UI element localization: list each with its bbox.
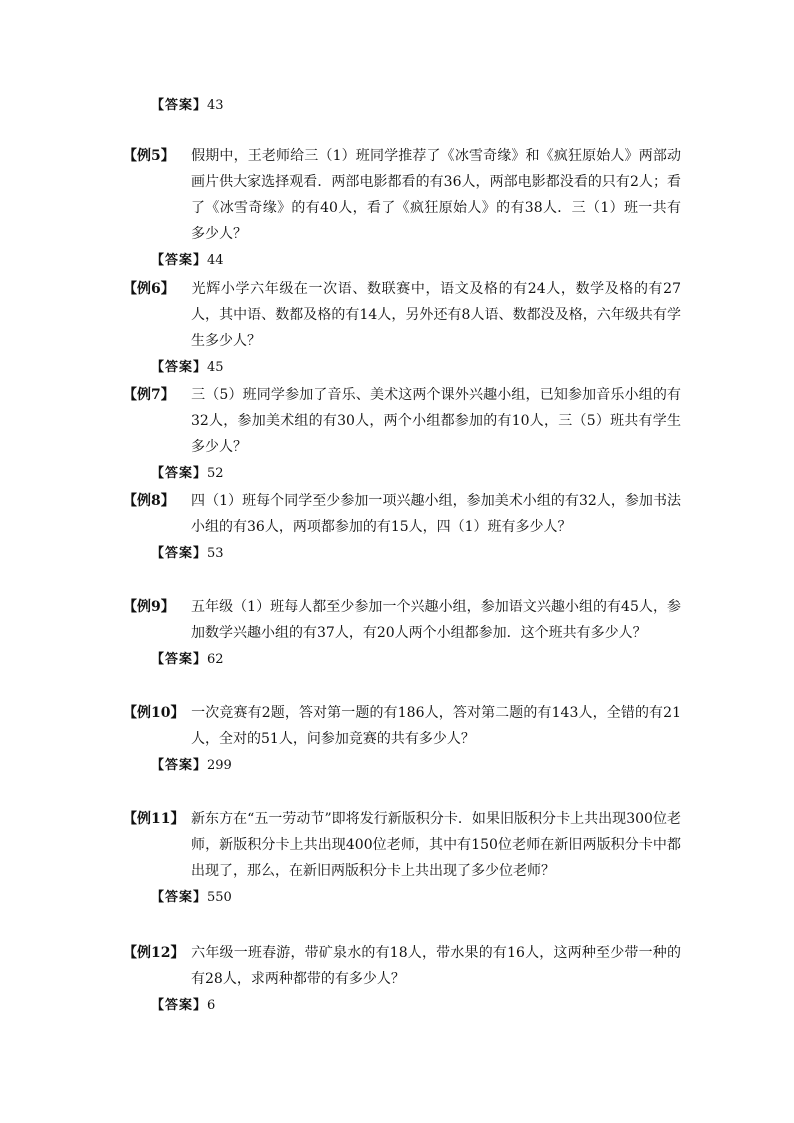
example-answer: [151, 544, 711, 564]
answer-value: 53: [207, 546, 224, 561]
answer-value: 6: [207, 998, 216, 1013]
example-text: [151, 382, 681, 460]
answer-value: 43: [207, 98, 224, 113]
answer-label: 【答案】: [151, 546, 208, 561]
answer-label: 【答案】: [151, 890, 208, 905]
example-answer: [151, 464, 711, 484]
answer-value: 550: [207, 890, 232, 905]
example-label: 【例9】: [123, 599, 175, 615]
example-label: 【例6】: [123, 281, 175, 297]
example-answer: [151, 888, 711, 908]
example-answer: [151, 996, 711, 1016]
answer-value: 52: [207, 466, 224, 481]
example-text: [151, 594, 681, 646]
example-5: [123, 143, 683, 271]
example-text-content: 假期中，王老师给三（1）班同学推荐了《冰雪奇缘》和《疯狂原始人》两部动画片供大家选择观看．两部电影都看的有36人，两部电影都没看的只有2人；看了《冰雪奇缘》的有40人，看了《疯狂原始人》的有38人．三（1）班一共有多少人？: [191, 148, 681, 242]
example-answer: [151, 650, 711, 670]
example-text-content: 光辉小学六年级在一次语、数联赛中，语文及格的有24人，数学及格的有27人，其中语、数都及格的有14人，另外还有8人语、数都没及格，六年级共有学生多少人？: [191, 281, 681, 349]
example-6: [123, 276, 683, 378]
example-answer: [151, 756, 711, 776]
answer-value: 45: [207, 360, 224, 375]
example-label: 【例11】: [123, 811, 185, 827]
example-text: [151, 143, 681, 247]
example-text-content: 四（1）班每个同学至少参加一项兴趣小组，参加美术小组的有32人，参加书法小组的有36人，两项都参加的有15人，四（1）班有多少人？: [191, 493, 681, 535]
answer-top: [151, 96, 224, 116]
answer-label: 【答案】: [151, 98, 208, 113]
example-text: [151, 700, 681, 752]
example-text-content: 三（5）班同学参加了音乐、美术这两个课外兴趣小组，已知参加音乐小组的有32人，参加美术组的有30人，两个小组都参加的有10人，三（5）班共有学生多少人？: [191, 387, 681, 455]
example-text-content: 五年级（1）班每人都至少参加一个兴趣小组，参加语文兴趣小组的有45人，参加数学兴趣小组的有37人，有20人两个小组都参加．这个班共有多少人？: [191, 599, 681, 641]
example-7: [123, 382, 683, 484]
example-text: [151, 940, 681, 992]
example-text-content: 一次竞赛有2题，答对第一题的有186人，答对第二题的有143人，全错的有21人，全对的51人，问参加竞赛的共有多少人？: [191, 705, 681, 747]
example-8: [123, 488, 683, 564]
answer-label: 【答案】: [151, 998, 208, 1013]
answer-label: 【答案】: [151, 652, 208, 667]
example-label: 【例8】: [123, 493, 175, 509]
answer-label: 【答案】: [151, 253, 208, 268]
answer-label: 【答案】: [151, 360, 208, 375]
example-text-content: 六年级一班春游，带矿泉水的有18人，带水果的有16人，这两种至少带一种的有28人，求两种都带的有多少人？: [191, 945, 681, 987]
example-text: [151, 806, 681, 884]
answer-label: 【答案】: [151, 758, 208, 773]
example-answer: [151, 358, 711, 378]
example-9: [123, 594, 683, 670]
example-label: 【例7】: [123, 387, 175, 403]
example-label: 【例10】: [123, 705, 185, 721]
example-answer: [151, 251, 711, 271]
answer-value: 62: [207, 652, 224, 667]
example-text: [151, 276, 681, 354]
example-12: [123, 940, 683, 1016]
example-10: [123, 700, 683, 776]
example-text-content: 新东方在“五一劳动节”即将发行新版积分卡．如果旧版积分卡上共出现300位老师，新版积分卡上共出现400位老师，其中有150位老师在新旧两版积分卡中都出现了，那么，在新旧两版积分卡上共出现了多少位老师？: [191, 811, 681, 879]
answer-label: 【答案】: [151, 466, 208, 481]
example-text: [151, 488, 681, 540]
example-11: [123, 806, 683, 908]
answer-value: 299: [207, 758, 232, 773]
answer-value: 44: [207, 253, 224, 268]
example-label: 【例12】: [123, 945, 185, 961]
example-label: 【例5】: [123, 148, 175, 164]
